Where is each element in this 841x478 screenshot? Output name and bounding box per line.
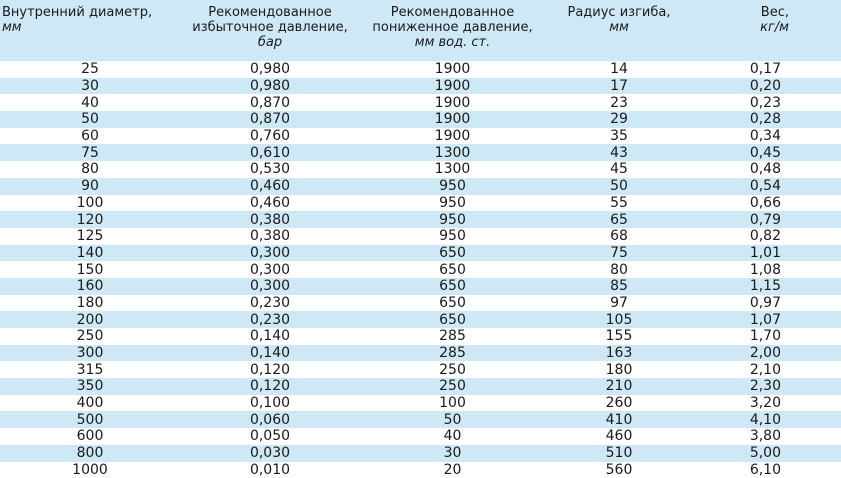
cell-inner-diameter: 160 (76, 278, 104, 295)
header-inner-diameter (0, 0, 180, 61)
cell-bend-radius: 45 (610, 161, 628, 178)
cell-inner-diameter: 400 (76, 395, 104, 412)
cell-underpressure: 1900 (434, 61, 471, 78)
cell-inner-diameter: 120 (76, 211, 104, 228)
cell-weight: 0,79 (749, 211, 781, 228)
cell-bend-radius: 155 (605, 328, 633, 345)
cell-overpressure: 0,140 (249, 328, 291, 345)
table-row (0, 411, 841, 428)
cell-overpressure: 0,760 (249, 128, 291, 145)
cell-overpressure: 0,980 (249, 61, 291, 78)
cell-inner-diameter: 75 (81, 144, 99, 161)
cell-inner-diameter: 90 (81, 178, 99, 195)
table-row (0, 361, 841, 378)
header-unit: бар (257, 35, 283, 50)
cell-weight: 2,30 (749, 378, 781, 395)
cell-bend-radius: 105 (605, 311, 633, 328)
header-unit: кг/м (760, 20, 789, 35)
header-unit: мм (2, 20, 22, 35)
cell-overpressure: 0,460 (249, 178, 291, 195)
cell-weight: 0,28 (749, 111, 781, 128)
cell-inner-diameter: 50 (81, 111, 99, 128)
cell-bend-radius: 55 (610, 194, 628, 211)
table-row (0, 428, 841, 445)
cell-weight: 1,07 (749, 311, 781, 328)
cell-underpressure: 30 (443, 445, 462, 462)
cell-underpressure: 950 (439, 228, 466, 245)
cell-overpressure: 0,460 (249, 194, 291, 211)
table-row (0, 345, 841, 362)
cell-overpressure: 0,870 (249, 111, 291, 128)
table-row (0, 211, 841, 228)
cell-bend-radius: 80 (610, 261, 628, 278)
cell-overpressure: 0,230 (249, 311, 291, 328)
header-label: Рекомендованное пониженное давление, (372, 5, 533, 35)
cell-underpressure: 40 (443, 428, 462, 445)
table-row (0, 195, 841, 212)
cell-overpressure: 0,380 (249, 211, 291, 228)
table-row (0, 311, 841, 328)
cell-underpressure: 650 (439, 244, 466, 261)
cell-underpressure: 650 (439, 261, 466, 278)
cell-bend-radius: 50 (610, 178, 628, 195)
cell-underpressure: 285 (439, 345, 466, 362)
cell-overpressure: 0,300 (249, 261, 291, 278)
header-label: Внутренний диаметр, (2, 5, 153, 20)
cell-bend-radius: 29 (610, 111, 628, 128)
cell-overpressure: 0,050 (249, 428, 291, 445)
header-unit: мм вод. ст. (414, 35, 491, 50)
cell-overpressure: 0,100 (249, 395, 291, 412)
cell-bend-radius: 560 (605, 461, 633, 478)
cell-weight: 1,15 (749, 278, 781, 295)
header-label: Рекомендованное избыточное давление, (192, 5, 348, 35)
cell-weight: 1,01 (749, 244, 781, 261)
table-row (0, 395, 841, 412)
table-row (0, 328, 841, 345)
cell-inner-diameter: 300 (76, 345, 104, 362)
header-unit: мм (609, 20, 629, 35)
cell-overpressure: 0,230 (249, 294, 291, 311)
cell-bend-radius: 210 (605, 378, 633, 395)
table-row (0, 128, 841, 145)
cell-overpressure: 0,980 (249, 78, 291, 95)
table-row (0, 445, 841, 462)
cell-weight: 6,10 (749, 461, 781, 478)
cell-underpressure: 1300 (434, 144, 471, 161)
table-row (0, 295, 841, 312)
cell-weight: 0,45 (749, 144, 781, 161)
cell-inner-diameter: 350 (76, 378, 104, 395)
cell-bend-radius: 510 (605, 445, 633, 462)
table-row (0, 94, 841, 111)
table-row (0, 261, 841, 278)
cell-underpressure: 950 (439, 211, 466, 228)
cell-overpressure: 0,530 (249, 161, 291, 178)
cell-inner-diameter: 140 (76, 244, 104, 261)
cell-weight: 0,66 (749, 194, 781, 211)
cell-inner-diameter: 80 (81, 161, 99, 178)
cell-inner-diameter: 500 (76, 411, 104, 428)
cell-underpressure: 50 (443, 411, 462, 428)
cell-underpressure: 1900 (434, 94, 471, 111)
cell-weight: 0,34 (749, 128, 781, 145)
cell-bend-radius: 14 (610, 61, 628, 78)
cell-bend-radius: 180 (605, 361, 633, 378)
cell-weight: 0,82 (749, 228, 781, 245)
cell-weight: 1,08 (749, 261, 781, 278)
table-row (0, 144, 841, 161)
cell-weight: 0,23 (749, 94, 781, 111)
table-row (0, 178, 841, 195)
cell-bend-radius: 35 (610, 128, 628, 145)
cell-weight: 0,20 (749, 78, 781, 95)
table-row (0, 462, 841, 478)
cell-weight: 0,97 (749, 294, 781, 311)
cell-overpressure: 0,060 (249, 411, 291, 428)
table-row (0, 61, 841, 78)
cell-bend-radius: 97 (610, 294, 628, 311)
cell-overpressure: 0,010 (249, 461, 291, 478)
cell-inner-diameter: 800 (76, 445, 104, 462)
cell-overpressure: 0,030 (249, 445, 291, 462)
header-bend-radius (545, 0, 693, 61)
cell-underpressure: 650 (439, 278, 466, 295)
cell-overpressure: 0,300 (249, 278, 291, 295)
cell-underpressure: 1900 (434, 78, 471, 95)
table-row (0, 78, 841, 95)
cell-underpressure: 950 (439, 178, 466, 195)
table-body (0, 61, 841, 478)
cell-bend-radius: 410 (605, 411, 633, 428)
cell-weight: 0,54 (749, 178, 781, 195)
table-row (0, 111, 841, 128)
cell-bend-radius: 163 (605, 345, 633, 362)
cell-weight: 3,80 (749, 428, 781, 445)
header-weight (693, 0, 841, 61)
header-label: Вес, (760, 5, 789, 20)
cell-weight: 0,48 (749, 161, 781, 178)
cell-inner-diameter: 180 (76, 294, 104, 311)
cell-bend-radius: 17 (610, 78, 628, 95)
cell-underpressure: 285 (439, 328, 466, 345)
cell-inner-diameter: 250 (76, 328, 104, 345)
cell-inner-diameter: 40 (81, 94, 99, 111)
header-overpressure (180, 0, 360, 61)
table-row (0, 245, 841, 262)
cell-overpressure: 0,120 (249, 361, 291, 378)
cell-inner-diameter: 60 (81, 128, 99, 145)
cell-bend-radius: 260 (605, 395, 633, 412)
cell-underpressure: 1900 (434, 128, 471, 145)
cell-overpressure: 0,870 (249, 94, 291, 111)
cell-underpressure: 650 (439, 311, 466, 328)
cell-inner-diameter: 1000 (72, 461, 108, 478)
cell-weight: 2,10 (749, 361, 781, 378)
cell-underpressure: 650 (439, 294, 466, 311)
cell-overpressure: 0,380 (249, 228, 291, 245)
cell-weight: 1,70 (749, 328, 781, 345)
cell-inner-diameter: 125 (76, 228, 104, 245)
table-row (0, 378, 841, 395)
cell-overpressure: 0,300 (249, 244, 291, 261)
cell-underpressure: 250 (439, 378, 466, 395)
cell-weight: 5,00 (749, 445, 781, 462)
cell-inner-diameter: 30 (81, 78, 99, 95)
cell-underpressure: 1300 (434, 161, 471, 178)
header-underpressure (360, 0, 545, 61)
cell-bend-radius: 43 (610, 144, 628, 161)
cell-bend-radius: 68 (610, 228, 628, 245)
table-row (0, 161, 841, 178)
cell-bend-radius: 85 (610, 278, 628, 295)
cell-overpressure: 0,610 (249, 144, 291, 161)
cell-bend-radius: 75 (610, 244, 628, 261)
cell-underpressure: 1900 (434, 111, 471, 128)
header-label: Радиус изгиба, (567, 5, 671, 20)
table-row (0, 278, 841, 295)
cell-inner-diameter: 315 (76, 361, 104, 378)
cell-inner-diameter: 150 (76, 261, 104, 278)
cell-bend-radius: 23 (610, 94, 628, 111)
cell-weight: 4,10 (749, 411, 781, 428)
cell-inner-diameter: 25 (81, 61, 99, 78)
cell-bend-radius: 65 (610, 211, 628, 228)
cell-bend-radius: 460 (605, 428, 633, 445)
cell-underpressure: 20 (443, 461, 462, 478)
cell-inner-diameter: 200 (76, 311, 104, 328)
table-row (0, 228, 841, 245)
cell-underpressure: 950 (439, 194, 466, 211)
cell-underpressure: 100 (439, 395, 466, 412)
cell-inner-diameter: 100 (76, 194, 104, 211)
header-row (0, 0, 841, 61)
cell-overpressure: 0,140 (249, 345, 291, 362)
cell-weight: 2,00 (749, 345, 781, 362)
cell-weight: 0,17 (749, 61, 781, 78)
cell-inner-diameter: 600 (76, 428, 104, 445)
cell-overpressure: 0,120 (249, 378, 291, 395)
cell-underpressure: 250 (439, 361, 466, 378)
cell-weight: 3,20 (749, 395, 781, 412)
